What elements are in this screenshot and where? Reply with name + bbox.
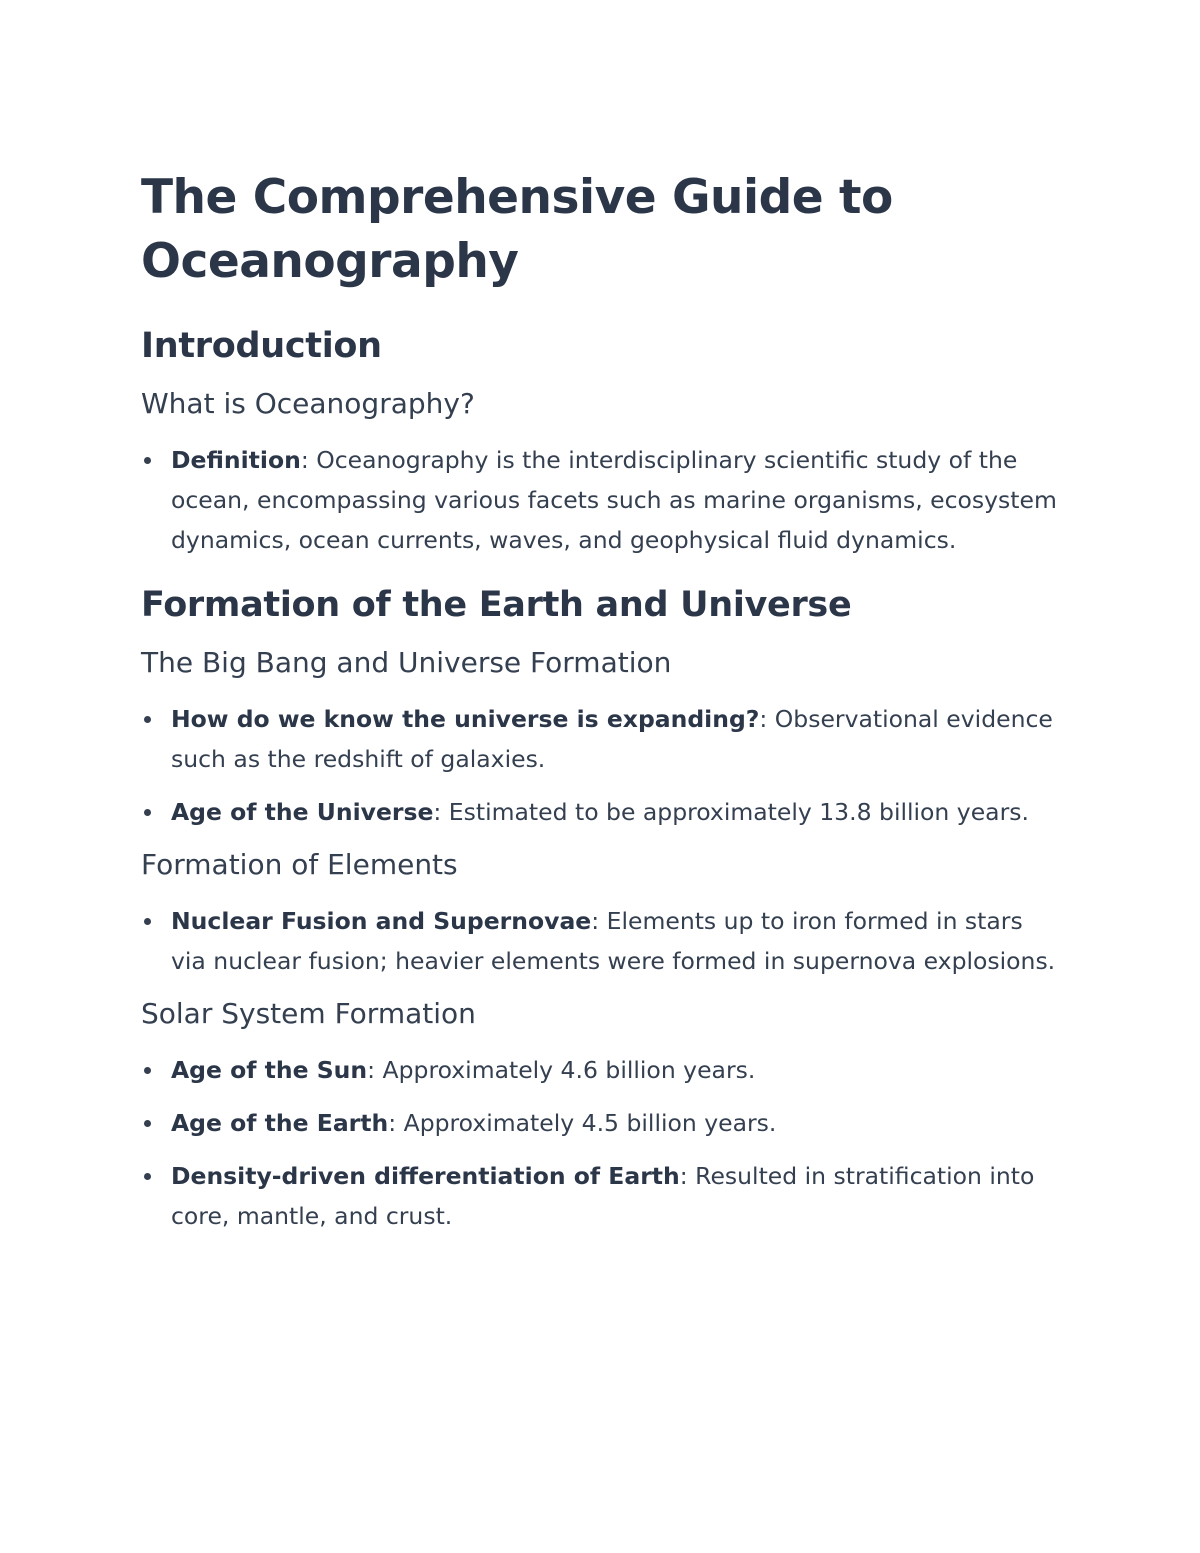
list-item-term: Definition xyxy=(171,446,301,474)
list-item xyxy=(141,1156,1060,1236)
subsection-heading-formation-of-elements: Formation of Elements xyxy=(141,848,458,881)
section-heading-introduction: Introduction xyxy=(141,326,382,366)
list-item-text: : Elements up to iron formed in stars via nuclear fusion; heavier elements were formed in supernova explosions. xyxy=(171,907,1056,975)
subsection-heading-solar-system: Solar System Formation xyxy=(141,997,476,1030)
section-heading-formation: Formation of the Earth and Universe xyxy=(141,585,852,625)
list-item xyxy=(141,901,1060,981)
list-item-term: Age of the Sun xyxy=(171,1056,368,1084)
subsection-heading-big-bang: The Big Bang and Universe Formation xyxy=(141,646,672,679)
definition-list xyxy=(141,440,1060,560)
list-item-text: : Estimated to be approximately 13.8 billion years. xyxy=(433,798,1029,826)
list-item xyxy=(141,699,1060,779)
list-item-text: : Approximately 4.5 billion years. xyxy=(388,1109,777,1137)
list-item-text: : Resulted in stratification into core, mantle, and crust. xyxy=(171,1162,1035,1230)
list-item xyxy=(141,792,1060,832)
document-title: The Comprehensive Guide to Oceanography xyxy=(141,170,893,289)
list-item-text: : Approximately 4.6 billion years. xyxy=(367,1056,756,1084)
list-item-text: : Oceanography is the interdisciplinary scientific study of the ocean, encompassing various facets such as marine organisms, ecosystem dynamics, ocean currents, waves, and geophysical fluid dynamics. xyxy=(171,446,1057,554)
list-item-term: Age of the Universe xyxy=(171,798,434,826)
subsection-heading-what-is-oceanography: What is Oceanography? xyxy=(141,387,475,420)
list-item-term: Density-driven differentiation of Earth xyxy=(171,1162,680,1190)
list-item-text: : Observational evidence such as the redshift of galaxies. xyxy=(171,705,1053,773)
list-item xyxy=(141,440,1060,560)
list-item xyxy=(141,1103,1060,1143)
list-item-term: Age of the Earth xyxy=(171,1109,389,1137)
list-item-term: How do we know the universe is expanding? xyxy=(171,705,760,733)
big-bang-list xyxy=(141,699,1060,832)
list-item-term: Nuclear Fusion and Supernovae xyxy=(171,907,592,935)
list-item xyxy=(141,1050,1060,1090)
solar-system-list xyxy=(141,1050,1060,1236)
elements-list xyxy=(141,901,1060,981)
